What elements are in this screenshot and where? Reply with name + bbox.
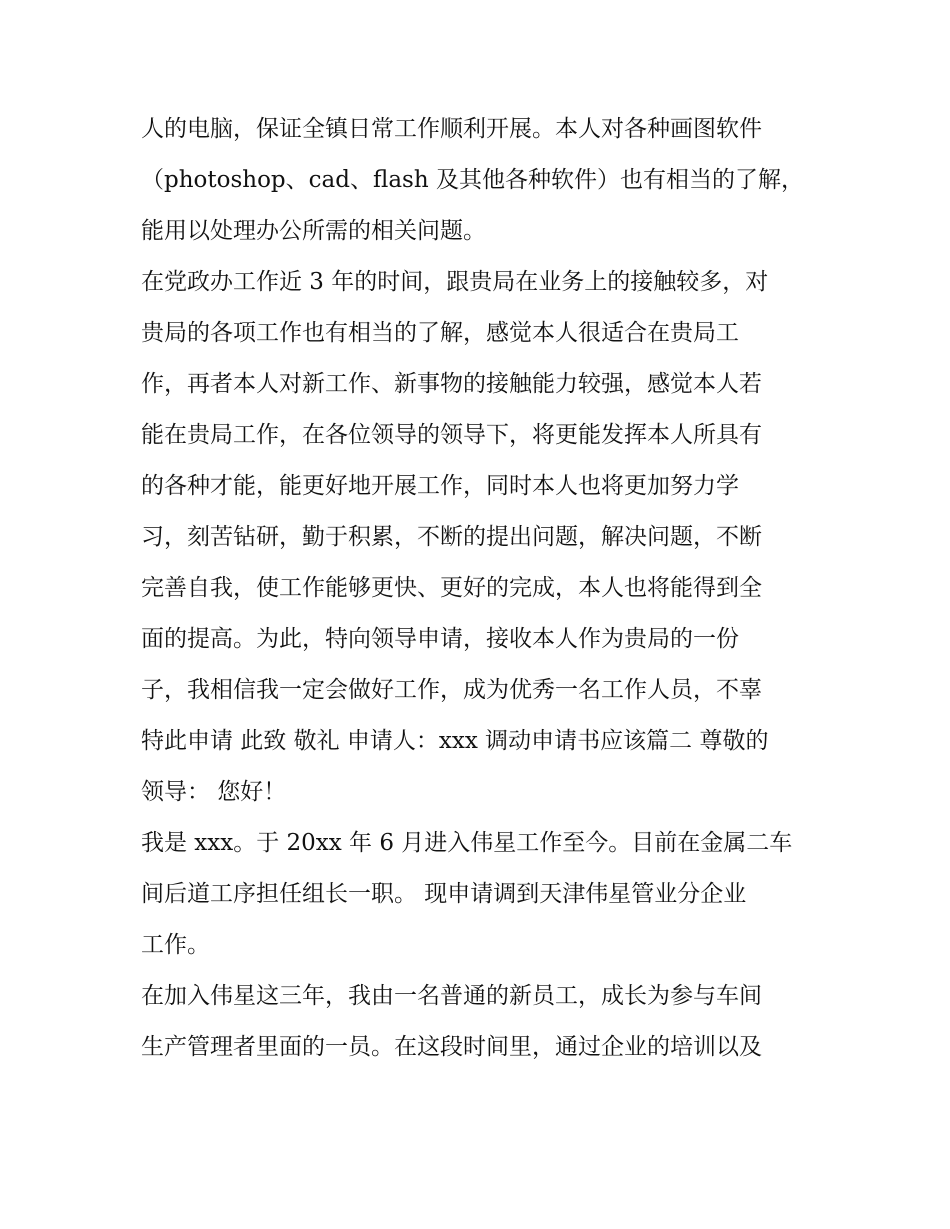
text-line: 作，再者本人对新工作、新事物的接触能力较强，感觉本人若: [141, 371, 762, 397]
text-line: （photoshop、cad、flash 及其他各种软件）也有相当的了解，: [141, 167, 804, 193]
text-line: 我是 xxx。于 20xx 年 6 月进入伟星工作至今。目前在金属二车: [141, 830, 793, 856]
text-line: 在党政办工作近 3 年的时间，跟贵局在业务上的接触较多，对: [141, 269, 769, 295]
paragraph-closing-greeting: [141, 716, 821, 818]
text-line: 人的电脑，保证全镇日常工作顺利开展。本人对各种画图软件: [141, 116, 762, 142]
text-line: 面的提高。为此，特向领导申请，接收本人作为贵局的一份: [141, 626, 739, 652]
text-line: 能用以处理办公所需的相关问题。: [141, 218, 486, 244]
document-body: [141, 104, 821, 1073]
text-line: 特此申请 此致 敬礼 申请人：xxx 调动申请书应该篇二 尊敬的: [141, 728, 769, 754]
paragraph-self-introduction: [141, 818, 821, 971]
text-line: 生产管理者里面的一员。在这段时间里，通过企业的培训以及: [141, 1034, 762, 1060]
text-line: 间后道工序担任组长一职。 现申请调到天津伟星管业分企业: [141, 881, 747, 907]
paragraph-work-experience: [141, 257, 821, 716]
text-line: 的各种才能，能更好地开展工作，同时本人也将更加努力学: [141, 473, 739, 499]
text-line: 领导： 您好！: [141, 779, 287, 805]
text-line: 在加入伟星这三年，我由一名普通的新员工，成长为参与车间: [141, 983, 762, 1009]
paragraph-software-skills: [141, 104, 821, 257]
text-line: 子，我相信我一定会做好工作，成为优秀一名工作人员，不辜: [141, 677, 762, 703]
text-line: 习，刻苦钻研，勤于积累，不断的提出问题，解决问题，不断: [141, 524, 762, 550]
text-line: 完善自我，使工作能够更快、更好的完成，本人也将能得到全: [141, 575, 762, 601]
paragraph-growth: [141, 971, 821, 1073]
text-line: 贵局的各项工作也有相当的了解，感觉本人很适合在贵局工: [141, 320, 739, 346]
text-line: 工作。: [141, 932, 210, 958]
text-line: 能在贵局工作，在各位领导的领导下，将更能发挥本人所具有: [141, 422, 762, 448]
